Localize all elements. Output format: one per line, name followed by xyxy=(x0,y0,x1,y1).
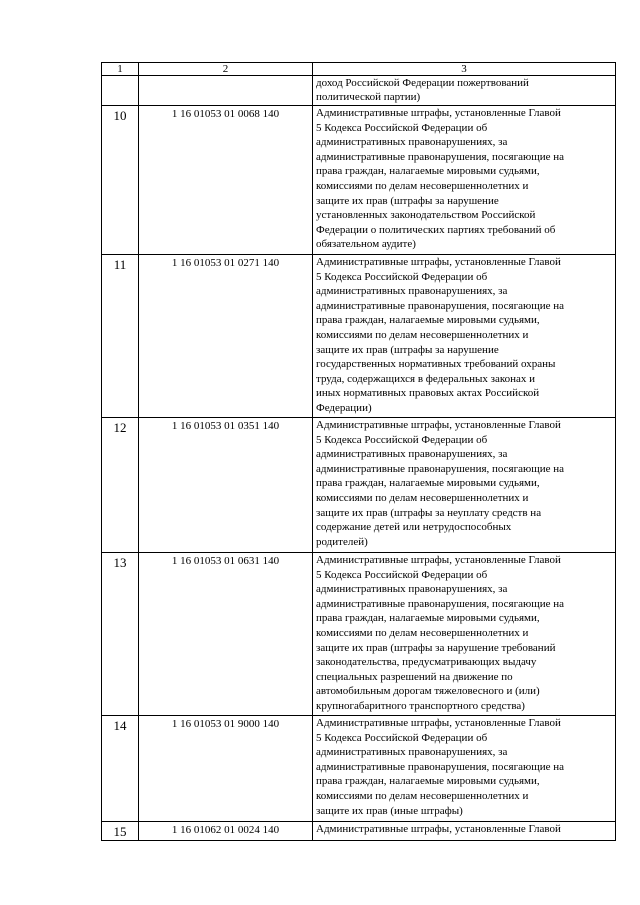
row-number: 13 xyxy=(102,553,139,716)
table-row xyxy=(102,418,616,553)
row-code: 1 16 01053 01 0068 140 xyxy=(139,106,313,255)
table-row xyxy=(102,553,616,716)
row-code: 1 16 01053 01 0351 140 xyxy=(139,418,313,553)
revenue-codes-table xyxy=(101,62,616,841)
row-code: 1 16 01053 01 0631 140 xyxy=(139,553,313,716)
row-code: 1 16 01053 01 9000 140 xyxy=(139,716,313,822)
continuation-text: доход Российской Федерации пожертвований политической партии) xyxy=(313,76,616,106)
row-description: Административные штрафы, установленные Главой 5 Кодекса Российской Федерации об административных правонарушениях, за административные правонарушения, посягающие на права граждан, налагаемые мировыми судьями, комиссиями по делам несовершеннолетних и защите их прав (иные штрафы) xyxy=(313,716,616,822)
row-code: 1 16 01053 01 0271 140 xyxy=(139,255,313,418)
row-number: 14 xyxy=(102,716,139,822)
row-description: Административные штрафы, установленные Главой 5 Кодекса Российской Федерации об административных правонарушениях, за административные правонарушения, посягающие на права граждан, налагаемые мировыми судьями, комиссиями по делам несовершеннолетних и защите их прав (штрафы за неуплату средств на содержание детей или нетрудоспособных родителей) xyxy=(313,418,616,553)
table-row xyxy=(102,255,616,418)
table-header-row xyxy=(102,63,616,76)
row-number: 11 xyxy=(102,255,139,418)
row-number: 10 xyxy=(102,106,139,255)
column-header-1: 1 xyxy=(102,63,139,76)
row-code: 1 16 01062 01 0024 140 xyxy=(139,822,313,841)
table-row xyxy=(102,822,616,841)
column-header-3: 3 xyxy=(313,63,616,76)
continuation-row xyxy=(102,76,616,106)
row-description: Административные штрафы, установленные Главой 5 Кодекса Российской Федерации об административных правонарушениях, за административные правонарушения, посягающие на права граждан, налагаемые мировыми судьями, комиссиями по делам несовершеннолетних и защите их прав (штрафы за нарушение установленных законодательством Российской Федерации о политических партиях требований об обязательном аудите) xyxy=(313,106,616,255)
continuation-code-cell xyxy=(139,76,313,106)
row-number: 12 xyxy=(102,418,139,553)
table-row xyxy=(102,106,616,255)
row-description: Административные штрафы, установленные Главой xyxy=(313,822,616,841)
row-description: Административные штрафы, установленные Главой 5 Кодекса Российской Федерации об административных правонарушениях, за административные правонарушения, посягающие на права граждан, налагаемые мировыми судьями, комиссиями по делам несовершеннолетних и защите их прав (штрафы за нарушение государственных нормативных требований охраны труда, содержащихся в федеральных законах и иных нормативных правовых актах Российской Федерации) xyxy=(313,255,616,418)
table-row xyxy=(102,716,616,822)
row-description: Административные штрафы, установленные Главой 5 Кодекса Российской Федерации об административных правонарушениях, за административные правонарушения, посягающие на права граждан, налагаемые мировыми судьями, комиссиями по делам несовершеннолетних и защите их прав (штрафы за нарушение требований законодательства, предусматривающих выдачу специальных разрешений на движение по автомобильным дорогам тяжеловесного и (или) крупногабаритного транспортного средства) xyxy=(313,553,616,716)
continuation-num-cell xyxy=(102,76,139,106)
row-number: 15 xyxy=(102,822,139,841)
column-header-2: 2 xyxy=(139,63,313,76)
